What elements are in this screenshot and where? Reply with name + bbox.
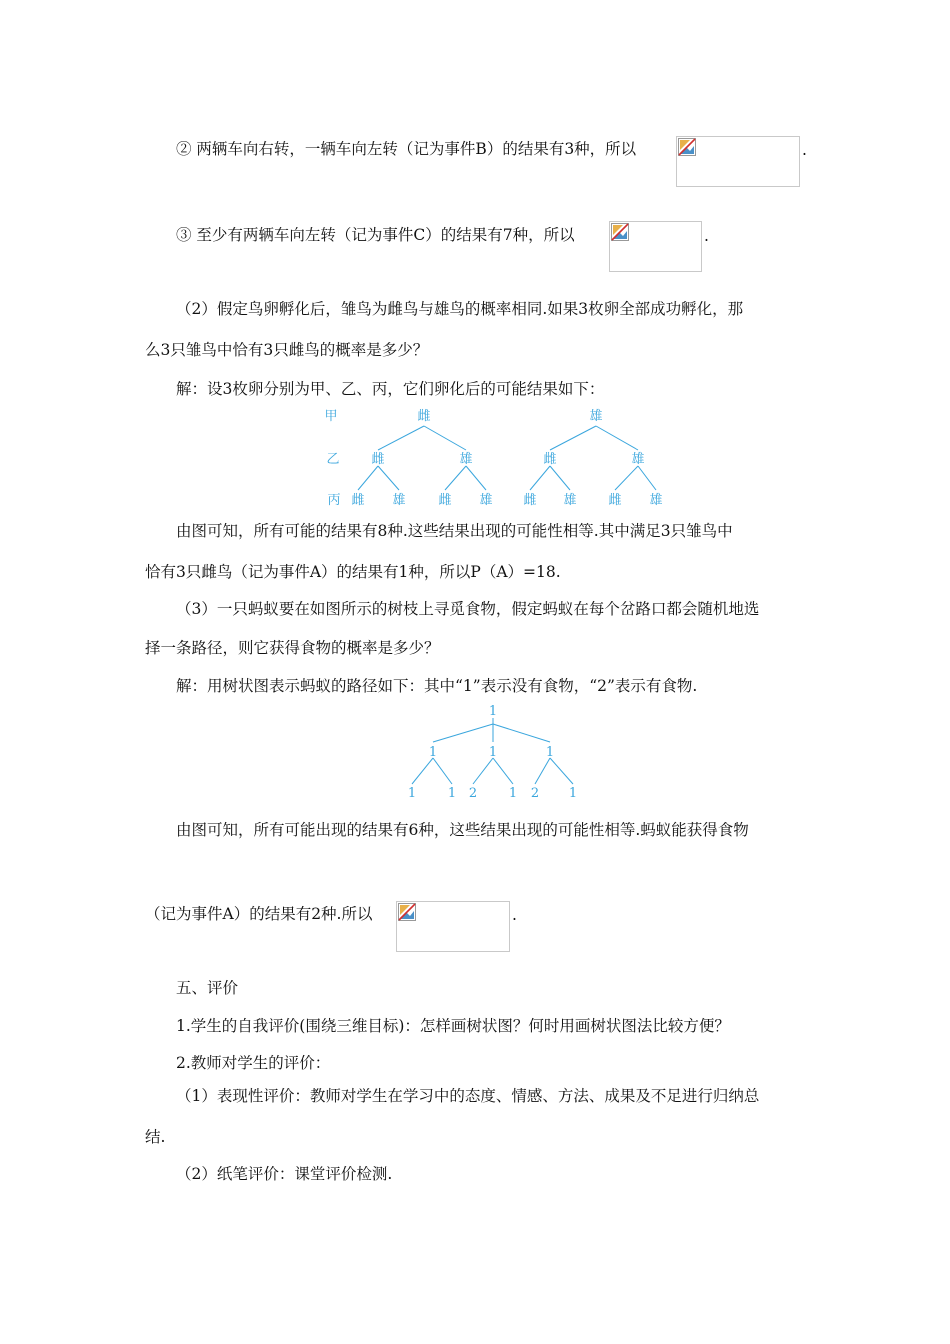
tree-leaf: 1 (508, 786, 518, 800)
row-label-bing: 丙 (327, 493, 341, 508)
solution-3-intro: 解：用树状图表示蚂蚁的路径如下：其中“1”表示没有食物，“2”表示有食物. (176, 677, 698, 695)
ant-tree-diagram (0, 700, 950, 800)
broken-image-icon (678, 138, 696, 156)
row-label-yi: 乙 (326, 452, 340, 467)
tree-node: 雄 (631, 452, 645, 467)
conclusion-3-line-1: 由图可知，所有可能出现的结果有6种，这些结果出现的可能性相等.蚂蚁能获得食物 (176, 821, 749, 839)
evaluation-item-2-2: （2）纸笔评价：课堂评价检测. (176, 1165, 393, 1183)
tree-node: 雌 (417, 409, 431, 424)
tree-node: 雄 (459, 452, 473, 467)
evaluation-item-1: 1.学生的自我评价(围绕三维目标)：怎样画树状图？何时用画树状图法比较方便？ (176, 1017, 730, 1035)
tree-leaf: 雌 (438, 493, 452, 508)
tree-leaf: 雄 (563, 493, 577, 508)
tree-node: 雌 (371, 452, 385, 467)
tree-node: 1 (545, 745, 555, 760)
question-2-line-1: （2）假定鸟卵孵化后，雏鸟为雌鸟与雄鸟的概率相同.如果3枚卵全部成功孵化，那 (176, 300, 744, 318)
tree-leaf: 雌 (608, 493, 622, 508)
period: . (802, 141, 807, 159)
tree-node: 雌 (543, 452, 557, 467)
period: . (512, 906, 517, 924)
tree-leaf: 1 (447, 786, 457, 800)
tree-leaf: 1 (568, 786, 578, 800)
evaluation-item-2-1-line-1: （1）表现性评价：教师对学生在学习中的态度、情感、方法、成果及不足进行归纳总 (176, 1087, 760, 1105)
paragraph-event-c: ③ 至少有两辆车向左转（记为事件C）的结果有7种，所以 (176, 226, 575, 244)
broken-image-icon (398, 903, 416, 921)
tree-leaf: 雌 (523, 493, 537, 508)
section-heading-evaluation: 五、评价 (176, 979, 239, 997)
conclusion-2-line-1: 由图可知，所有可能的结果有8种.这些结果出现的可能性相等.其中满足3只雏鸟中 (176, 522, 733, 540)
tree-leaf: 2 (530, 786, 540, 800)
tree-node: 1 (488, 745, 498, 760)
paragraph-event-b: ② 两辆车向右转，一辆车向左转（记为事件B）的结果有3种，所以 (176, 140, 637, 158)
tree-leaf: 1 (407, 786, 417, 800)
bird-tree-diagram (0, 402, 950, 512)
tree-leaf: 雄 (479, 493, 493, 508)
conclusion-3-line-2: （记为事件A）的结果有2种.所以 (145, 905, 373, 923)
conclusion-2-line-2: 恰有3只雌鸟（记为事件A）的结果有1种，所以P（A）=18. (145, 563, 561, 581)
formula-image-placeholder (396, 901, 510, 952)
evaluation-item-2-1-line-2: 结. (145, 1128, 166, 1146)
question-2-line-2: 么3只雏鸟中恰有3只雌鸟的概率是多少？ (145, 341, 429, 359)
evaluation-item-2: 2.教师对学生的评价： (176, 1054, 331, 1072)
tree-leaf: 雄 (392, 493, 406, 508)
tree-node: 1 (428, 745, 438, 760)
broken-image-icon (611, 223, 629, 241)
period: . (704, 227, 709, 245)
tree-leaf: 雌 (351, 493, 365, 508)
row-label-jia: 甲 (324, 409, 338, 424)
tree-root: 1 (488, 704, 498, 719)
formula-image-placeholder (609, 221, 702, 272)
tree-leaf: 雄 (649, 493, 663, 508)
solution-2-intro: 解：设3枚卵分别为甲、乙、丙，它们卵化后的可能结果如下： (176, 380, 605, 398)
question-3-line-1: （3）一只蚂蚁要在如图所示的树枝上寻觅食物，假定蚂蚁在每个岔路口都会随机地选 (176, 600, 760, 618)
question-3-line-2: 择一条路径，则它获得食物的概率是多少？ (145, 639, 440, 657)
tree-leaf: 2 (468, 786, 478, 800)
tree-node: 雄 (589, 409, 603, 424)
formula-image-placeholder (676, 136, 800, 187)
